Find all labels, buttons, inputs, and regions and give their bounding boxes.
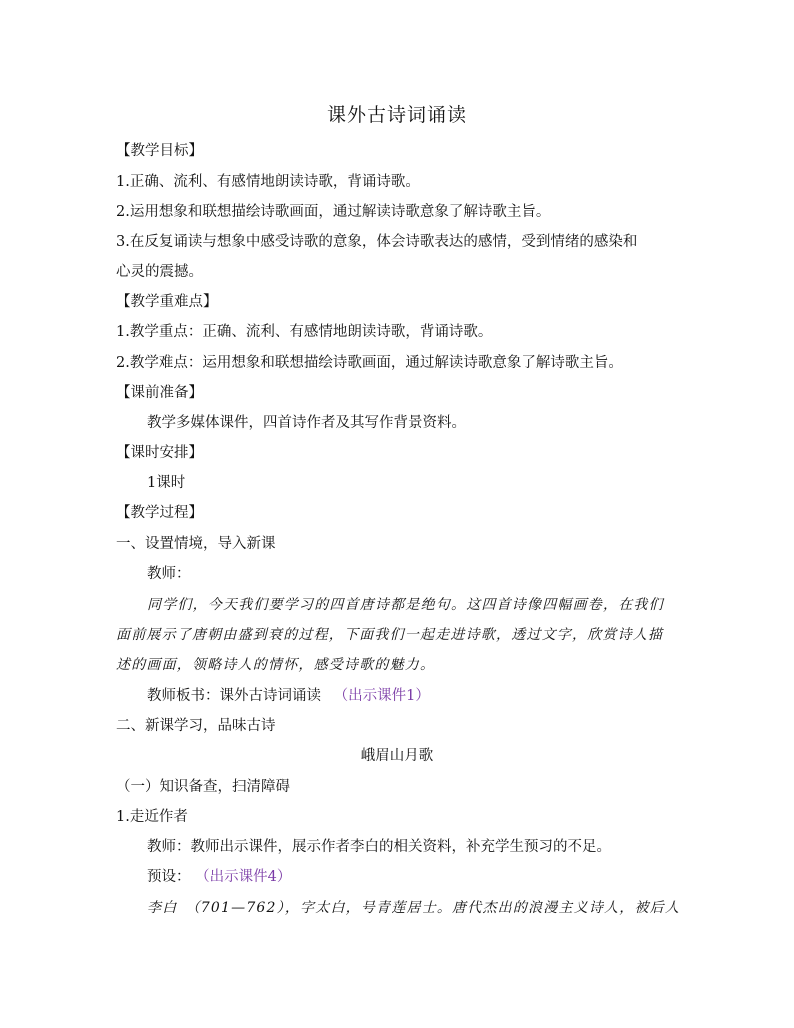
prep-heading: 【课前准备】 (116, 385, 203, 401)
process-heading: 【教学过程】 (116, 505, 203, 521)
preset-note: （出示课件4） (195, 869, 292, 885)
keypoint-1: 1.教学重点：正确、流利、有感情地朗读诗歌，背诵诗歌。 (116, 324, 493, 340)
keypoints-heading: 【教学重难点】 (116, 294, 218, 310)
preset-label: 预设： (147, 869, 191, 885)
intro-line-3: 述的画面，领略诗人的情怀，感受诗歌的魅力。 (116, 657, 436, 673)
poem-title: 峨眉山月歌 (360, 748, 434, 764)
section-1-heading: 一、设置情境，导入新课 (116, 536, 276, 552)
teacher-label: 教师： (147, 566, 191, 582)
section-2-heading: 二、新课学习，品味古诗 (116, 718, 276, 734)
document-title: 课外古诗词诵读 (326, 104, 467, 126)
objective-1: 1.正确、流利、有感情地朗读诗歌，背诵诗歌。 (116, 174, 420, 190)
intro-line-1: 同学们，今天我们要学习的四首唐诗都是绝句。这四首诗像四幅画卷，在我们 (147, 597, 664, 613)
teacher-text: 教师：教师出示课件，展示作者李白的相关资料，补充学生预习的不足。 (147, 839, 611, 855)
subsection-1-heading: （一）知识备查，扫清障碍 (116, 779, 290, 795)
preset-line (147, 867, 291, 887)
prep-text: 教学多媒体课件，四首诗作者及其写作背景资料。 (147, 415, 466, 431)
keypoint-2: 2.教学难点：运用想象和联想描绘诗歌画面，通过解读诗歌意象了解诗歌主旨。 (116, 355, 623, 371)
author-line: 李白 （701—762），字太白，号青莲居士。唐代杰出的浪漫主义诗人，被后人 (147, 900, 681, 916)
board-line (147, 686, 430, 706)
objectives-heading: 【教学目标】 (116, 143, 203, 159)
board-note: （出示课件1） (333, 688, 430, 704)
intro-line-2: 面前展示了唐朝由盛到衰的过程，下面我们一起走进诗歌，透过文字，欣赏诗人描 (116, 627, 664, 643)
objective-2: 2.运用想象和联想描绘诗歌画面，通过解读诗歌意象了解诗歌主旨。 (116, 204, 551, 220)
schedule-heading: 【课时安排】 (116, 445, 203, 461)
board-text: 教师板书：课外古诗词诵读 (147, 688, 321, 704)
item-1-heading: 1.走近作者 (116, 809, 188, 825)
objective-3: 3.在反复诵读与想象中感受诗歌的意象，体会诗歌表达的感情，受到情绪的感染和 (116, 234, 638, 250)
objective-3-cont: 心灵的震撼。 (116, 264, 203, 280)
schedule-text: 1课时 (147, 475, 186, 491)
